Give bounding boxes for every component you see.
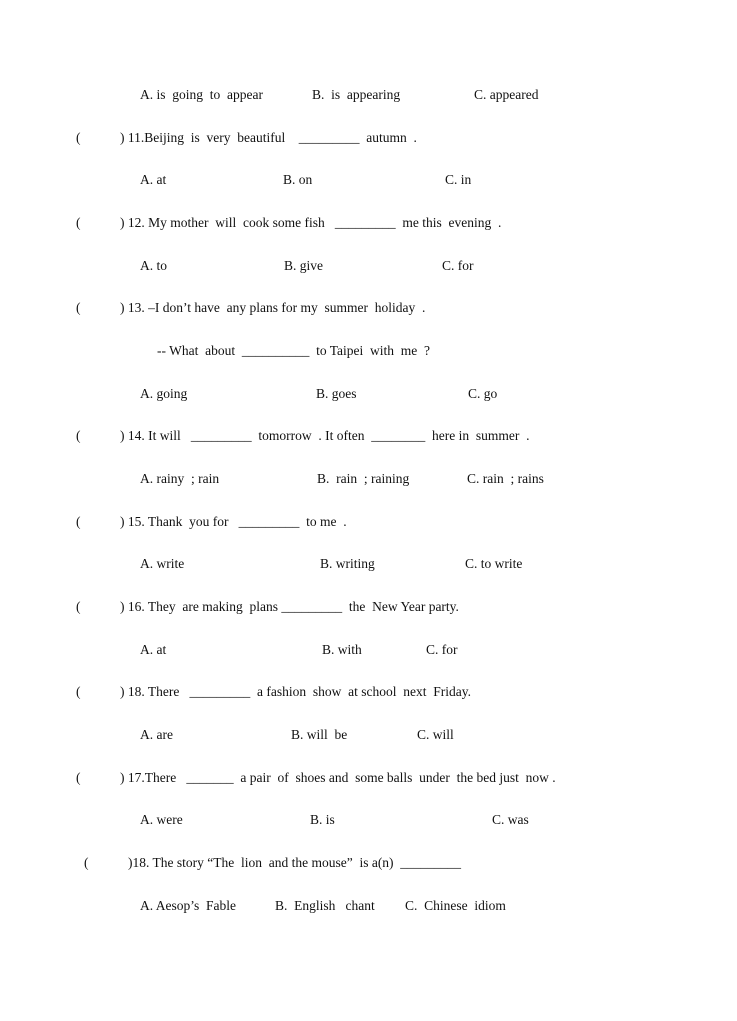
option-b: B. English chant [275, 898, 375, 913]
option-a: A. Aesop’s Fable [140, 898, 236, 913]
option-b: B. with [322, 642, 362, 657]
option-a: A. at [140, 642, 167, 657]
option-a: A. going [140, 386, 188, 401]
option-b: B. will be [291, 727, 348, 742]
question-16: ) 16. They are making plans _________ the New Year party. [120, 599, 459, 614]
option-c: C. for [442, 258, 474, 273]
option-a: A. were [140, 812, 183, 827]
option-c: C. to write [465, 556, 523, 571]
answer-paren: ( [76, 684, 81, 699]
option-c: C. rain ; rains [467, 471, 544, 486]
option-c: C. appeared [474, 87, 539, 102]
option-a: A. to [140, 258, 167, 273]
option-b: B. is [310, 812, 335, 827]
question-18-story: )18. The story “The lion and the mouse” is a(n) _________ [128, 855, 462, 870]
option-c: C. in [445, 172, 472, 187]
option-c: C. for [426, 642, 458, 657]
answer-paren: ( [76, 599, 81, 614]
option-a: A. are [140, 727, 173, 742]
question-14: ) 14. It will _________ tomorrow . It often ________ here in summer . [120, 428, 530, 443]
question-13: ) 13. –I don’t have any plans for my summer holiday . [120, 300, 426, 315]
answer-paren: ( [76, 130, 81, 145]
answer-paren: ( [76, 770, 81, 785]
option-a: A. at [140, 172, 167, 187]
option-c: C. was [492, 812, 529, 827]
question-15: ) 15. Thank you for _________ to me . [120, 514, 347, 529]
option-b: B. goes [316, 386, 357, 401]
answer-paren: ( [76, 514, 81, 529]
question-11: ) 11.Beijing is very beautiful _________ autumn . [120, 130, 417, 145]
question-13-line-2: -- What about __________ to Taipei with me ? [157, 343, 431, 358]
answer-paren: ( [76, 215, 81, 230]
option-b: B. give [284, 258, 323, 273]
option-b: B. is appearing [312, 87, 401, 102]
option-b: B. rain ; raining [317, 471, 410, 486]
question-18-fashion: ) 18. There _________ a fashion show at school next Friday. [120, 684, 471, 699]
option-a: A. write [140, 556, 185, 571]
question-17: ) 17.There _______ a pair of shoes and some balls under the bed just now . [120, 770, 556, 785]
answer-paren: ( [76, 428, 81, 443]
option-a: A. is going to appear [140, 87, 263, 102]
option-b: B. writing [320, 556, 375, 571]
option-c: C. go [468, 386, 498, 401]
question-12: ) 12. My mother will cook some fish _________ me this evening . [120, 215, 502, 230]
option-c: C. will [417, 727, 454, 742]
option-c: C. Chinese idiom [405, 898, 506, 913]
option-a: A. rainy ; rain [140, 471, 220, 486]
answer-paren: ( [76, 300, 81, 315]
option-b: B. on [283, 172, 313, 187]
answer-paren: ( [84, 855, 89, 870]
